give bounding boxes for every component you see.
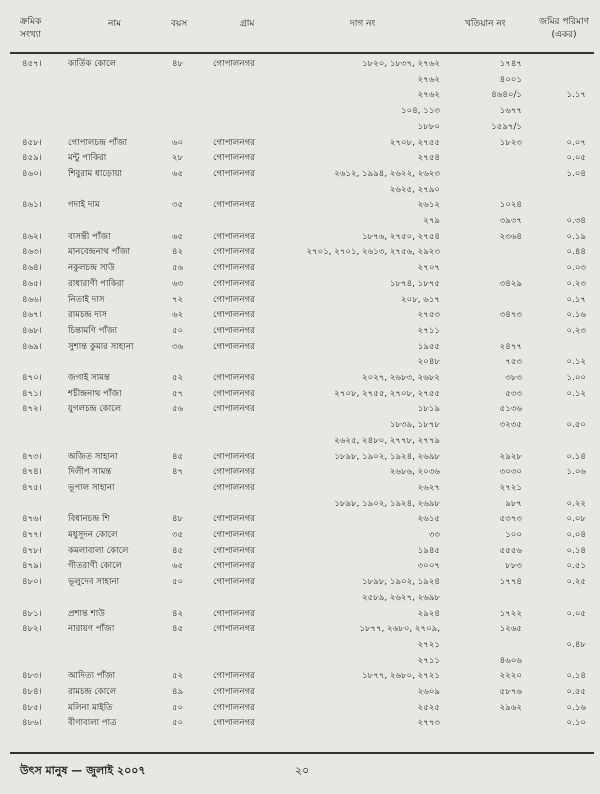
table-row [0, 451, 600, 464]
cell-khatian: ৩০৩০ [499, 467, 522, 478]
cell-age: ৪২ [172, 608, 184, 619]
cell-khatian: ৫৩৭৩ [499, 514, 522, 525]
cell-serial: ৪৬৮। [22, 325, 42, 336]
cell-village: গোপালনগর [213, 561, 255, 572]
cell-name: নকুলচন্দ্র সাউ [68, 263, 115, 274]
cell-khatian: ৩৯৩৭ [499, 216, 522, 226]
table-header [0, 8, 600, 54]
cell-age: ৪৫ [172, 451, 184, 462]
cell-name: শচীন্দ্রনাথ পাঁজা [68, 388, 122, 399]
cell-name: গীতরাণী কোলে [68, 561, 122, 572]
cell-village: গোপালনগর [213, 200, 255, 211]
cell-khatian: ১৫৯৭/১ [491, 121, 522, 132]
cell-plot: ২০২৭, ২৬৮৩, ২৬৮২ [362, 373, 440, 383]
cell-serial: ৪৮১। [22, 608, 42, 619]
cell-name: মন্টু পাকিরা [68, 153, 107, 164]
cell-age: ৫২ [172, 671, 184, 682]
cell-village: গোপালনগর [213, 231, 255, 242]
cell-area: ০.১০ [566, 718, 586, 729]
cell-village: গোপালনগর [213, 137, 255, 148]
cell-age: ৫৬ [172, 263, 184, 274]
cell-name: রামচন্দ্র দাস [68, 310, 107, 321]
cell-plot: ২৭৬২ [417, 74, 440, 85]
cell-area: ০.০৭ [566, 137, 586, 148]
cell-plot: ২৭২১ [417, 639, 440, 650]
table-row [0, 388, 600, 401]
cell-khatian: ১৬৭৭ [499, 106, 522, 117]
cell-plot: ২৭৯ [423, 216, 440, 226]
cell-age: ৪৭ [172, 467, 184, 478]
cell-age: ৫০ [172, 702, 184, 713]
cell-khatian: ৯৮৭ [505, 498, 522, 509]
table-row [0, 262, 600, 275]
cell-village: গোপালনগর [213, 451, 255, 462]
cell-serial: ৪৬১। [22, 200, 42, 211]
cell-plot: ২৯২৪ [417, 608, 440, 619]
cell-name: ভূলুদেব সাহানা [68, 577, 120, 588]
cell-serial: ৪৭৭। [22, 530, 42, 540]
cell-age: ৫৭ [172, 388, 184, 399]
cell-plot: ১৯৪৫ [417, 545, 440, 556]
cell-plot: ১৮৯৮, ১৯০২, ১৯২৪, ২৬৯৮ [334, 498, 440, 509]
cell-village: গোপালনগর [213, 247, 255, 258]
cell-village: গোপালনগর [213, 294, 255, 305]
cell-serial: ৪৭৬। [22, 514, 42, 525]
cell-village: গোপালনগর [213, 404, 255, 415]
cell-khatian: ১৭৪৭ [499, 59, 522, 69]
cell-age: ৬৫ [172, 561, 184, 572]
cell-area: ০.০৩ [566, 263, 586, 274]
cell-age: ৪৮ [172, 514, 184, 525]
table-row [0, 623, 600, 636]
cell-village: গোপালনগর [213, 310, 255, 321]
cell-serial: ৪৫৯। [22, 153, 42, 164]
cell-name: ভূপাল সাহানা [68, 482, 115, 493]
table-row [0, 482, 600, 495]
cell-village: গোপালনগর [213, 388, 255, 399]
cell-khatian: ৫১৩৬ [499, 404, 522, 415]
table-row [0, 560, 600, 573]
cell-village: গোপালনগর [213, 325, 255, 336]
table-row [0, 278, 600, 291]
cell-name: মানবেন্দ্রনাথ পাঁজা [68, 247, 131, 258]
cell-area: ০.১৪ [566, 451, 586, 462]
cell-serial: ৪৭৩। [22, 451, 42, 462]
cell-plot: ২৭৫৪ [417, 153, 440, 164]
cell-age: ৬০ [172, 137, 184, 148]
cell-village: গোপালনগর [213, 671, 255, 682]
table-row [0, 215, 600, 228]
cell-khatian: ৪০০১ [499, 74, 522, 85]
cell-name: বীণাবালা পাত্র [68, 718, 117, 729]
table-row [0, 325, 600, 338]
cell-plot: ২৭১১ [417, 325, 440, 336]
table-row [0, 576, 600, 589]
table-row [0, 184, 600, 197]
cell-khatian: ৪৬০৬ [499, 655, 522, 666]
table-row [0, 513, 600, 526]
cell-khatian: ২৭২১ [499, 482, 522, 493]
cell-name: নিতাই দাস [68, 294, 105, 305]
header-name: নাম [108, 19, 121, 29]
header-divider [10, 52, 594, 54]
cell-plot: ১৮৩৯, ১৮৭৮ [389, 420, 440, 431]
cell-serial: ৪৮৩। [22, 671, 42, 682]
cell-age: ৫৬ [172, 404, 184, 415]
cell-serial: ৪৬৩। [22, 247, 42, 258]
cell-area: ০.২২ [566, 498, 586, 509]
cell-plot: ১৮২০, ১৮৩৭, ২৭৬২ [362, 59, 440, 69]
table-row [0, 231, 600, 244]
cell-plot: ২৬২৭ [417, 482, 440, 493]
cell-khatian: ৪৬৪০/১ [491, 90, 522, 101]
cell-khatian: ২৩৬৪ [499, 231, 522, 242]
cell-name: রামচন্দ্র কোলে [68, 687, 117, 697]
cell-serial: ৪৫৮। [22, 137, 42, 148]
cell-khatian: ৩২৩৫ [499, 420, 522, 431]
cell-plot: ২৭০৮, ২৭৫৫, ২৭০৮, ২৭৫৫ [334, 388, 440, 399]
cell-area: ০.০৫ [566, 153, 586, 164]
cell-area: ০.২৩ [566, 325, 586, 336]
cell-serial: ৪৬৭। [22, 310, 42, 321]
table-row [0, 655, 600, 668]
cell-area: ০.১৪ [566, 545, 586, 556]
cell-village: গোপালনগর [213, 624, 255, 635]
cell-khatian: ১০০ [505, 530, 522, 540]
cell-age: ৫২ [172, 373, 184, 383]
cell-village: গোপালনগর [213, 168, 255, 179]
cell-age: ৬৩ [172, 278, 184, 289]
cell-area: ০.৩৪ [566, 216, 586, 226]
table-row [0, 639, 600, 652]
cell-serial: ৪৭৯। [22, 561, 42, 572]
cell-area: ০.২৩ [566, 278, 586, 289]
cell-age: ৪৫ [172, 545, 184, 556]
cell-name: গদাই দাম [68, 200, 100, 211]
cell-khatian: ৫৮৭৬ [499, 687, 522, 697]
cell-village: গোপালনগর [213, 59, 255, 69]
cell-serial: ৪৮০। [22, 577, 42, 588]
cell-serial: ৪৬৯। [22, 341, 42, 352]
footer-title: উৎস মানুষ — জুলাই ২০০৭ [20, 764, 146, 777]
cell-serial: ৪৭০। [22, 373, 42, 383]
cell-age: ৭২ [172, 294, 184, 305]
cell-khatian: ৩৪২৯ [499, 278, 522, 289]
cell-area: ০.১৭ [566, 294, 586, 305]
cell-area: ০.০৫ [566, 608, 586, 619]
cell-village: গোপালনগর [213, 482, 255, 493]
cell-khatian: ৩৮৩ [505, 373, 522, 383]
cell-age: ৬৫ [172, 231, 184, 242]
cell-khatian: ২৯২৮ [499, 451, 522, 462]
cell-khatian: ১২৬৫ [499, 624, 522, 635]
table-row [0, 717, 600, 730]
cell-khatian: ১৭৭৪ [499, 577, 522, 588]
cell-age: ৪২ [172, 247, 184, 258]
cell-village: গোপালনগর [213, 718, 255, 729]
cell-village: গোপালনগর [213, 341, 255, 352]
cell-area: ০.৪৪ [566, 247, 586, 258]
cell-plot: ২৭৬২ [417, 90, 440, 101]
table-row [0, 199, 600, 212]
cell-name: অজিত সাহানা [68, 451, 118, 462]
table-body [0, 58, 600, 748]
table-row [0, 152, 600, 165]
cell-area: ০.১৬ [566, 702, 586, 713]
cell-village: গোপালনগর [213, 467, 255, 478]
cell-name: কমলাবালা কোলে [68, 545, 129, 556]
cell-name: দিলীপ সামন্ত [68, 467, 112, 478]
table-row [0, 670, 600, 683]
footer-divider [10, 752, 594, 754]
header-age: বয়স [171, 19, 188, 29]
cell-area: ০.১২ [566, 388, 586, 399]
table-row [0, 294, 600, 307]
cell-plot: ২৭০১, ২৭০১, ২৬১৩, ২৭৫৬, ২৯২৩ [306, 247, 440, 258]
cell-plot: ২৬৮৬, ২০৩৬ [389, 467, 440, 478]
cell-village: গোপালনগর [213, 687, 255, 697]
table-row [0, 168, 600, 181]
cell-age: ৬২ [172, 310, 184, 321]
table-row [0, 341, 600, 354]
page-footer [0, 762, 600, 782]
cell-plot: ১৮৭৪, ১৮৭৫ [389, 278, 440, 289]
table-row [0, 58, 600, 71]
table-row [0, 466, 600, 479]
cell-age: ৫০ [172, 718, 184, 729]
cell-plot: ২৫৮৯, ২৬২৭, ২৬৯৮ [362, 592, 440, 603]
table-row [0, 74, 600, 87]
cell-serial: ৪৭১। [22, 388, 42, 399]
cell-plot: ১৮৭৬, ২৭৫০, ২৭৫৪ [362, 231, 440, 242]
cell-area: ০.৪৮ [566, 639, 586, 650]
cell-age: ৬৫ [172, 168, 184, 179]
cell-area: ০.১৪ [566, 671, 586, 682]
cell-name: আদিত্য পাঁজা [68, 671, 116, 682]
cell-plot: ২৭৫৩ [417, 310, 440, 321]
cell-area: ০.৫০ [566, 420, 586, 431]
cell-plot: ১৯৫৫ [417, 341, 440, 352]
cell-age: ৩৫ [172, 200, 184, 211]
cell-name: জগাই সামন্ত [68, 373, 110, 383]
cell-area: ০.০৮ [566, 514, 586, 525]
cell-plot: ২৭১১ [417, 655, 440, 666]
cell-age: ৩৫ [172, 530, 184, 540]
cell-serial: ৪৮৬। [22, 718, 42, 729]
cell-khatian: ২৪৭৭ [499, 341, 522, 352]
table-row [0, 702, 600, 715]
cell-name: চিন্তামণি পাঁজা [68, 325, 118, 336]
cell-khatian: ৭৫৩ [505, 357, 522, 368]
cell-age: ৫০ [172, 325, 184, 336]
cell-plot: ১৮৮০ [417, 121, 440, 132]
cell-village: গোপালনগর [213, 263, 255, 274]
header-plot: দাগ নং [350, 19, 376, 29]
cell-plot: ২০৪৮ [417, 357, 440, 368]
cell-khatian: ৫৩৩ [505, 388, 522, 399]
cell-plot: ১৮৯৮, ১৯০২, ১৯২৪, ২৬৯৮ [334, 451, 440, 462]
cell-village: গোপালনগর [213, 702, 255, 713]
cell-plot: ২৬২৫, ২৪৮০, ২৭৭৮, ২৭৭৯ [334, 435, 440, 446]
cell-village: গোপালনগর [213, 530, 255, 540]
cell-serial: ৪৬০। [22, 168, 42, 179]
cell-khatian: ১৭২২ [499, 608, 522, 619]
cell-village: গোপালনগর [213, 545, 255, 556]
cell-name: গোপালচন্দ্র পাঁজা [68, 137, 128, 148]
cell-serial: ৪৬২। [22, 231, 42, 242]
cell-khatian: ২২২০ [499, 671, 522, 682]
cell-plot: ২৬২৫, ২৭৯০ [389, 184, 440, 195]
cell-village: গোপালনগর [213, 608, 255, 619]
cell-khatian: ৩৪৭৩ [499, 310, 522, 321]
cell-plot: ২৭৭৩ [417, 718, 440, 729]
cell-age: ৪৫ [172, 624, 184, 635]
cell-area: ০.৫১ [566, 561, 586, 572]
cell-serial: ৪৭২। [22, 404, 42, 415]
cell-plot: ৩৩ [428, 530, 440, 540]
cell-village: গোপালনগর [213, 514, 255, 525]
cell-plot: ৩০০৭ [417, 561, 440, 572]
cell-serial: ৪৮৫। [22, 702, 42, 713]
cell-khatian: ১৮২৩ [499, 137, 522, 148]
table-row [0, 356, 600, 369]
cell-plot: ২৬১২ [417, 200, 440, 211]
cell-plot: ১৮৭৭, ২৬৮০, ২৭২১ [362, 671, 440, 682]
header-village: গ্রাম [240, 19, 255, 29]
cell-area: ০.৫৫ [566, 687, 586, 697]
cell-name: বাসন্তী পাঁজা [68, 231, 111, 242]
cell-area: ১.১৭ [566, 90, 586, 101]
table-row [0, 545, 600, 558]
table-row [0, 372, 600, 385]
table-row [0, 105, 600, 118]
cell-name: বিধানচন্দ্র শি [68, 514, 110, 525]
cell-khatian: ৫৫৫৬ [499, 545, 522, 556]
cell-serial: ৪৬৫। [22, 278, 42, 289]
cell-name: মধুসূদন কোলে [68, 530, 118, 540]
cell-plot: ২৫২৫ [417, 702, 440, 713]
cell-age: ৫০ [172, 577, 184, 588]
table-row [0, 608, 600, 621]
table-row [0, 686, 600, 699]
table-row [0, 529, 600, 542]
cell-name: সুশান্ত কুমার সাহানা [68, 341, 134, 352]
cell-plot: ১৮৯৮, ১৯০২, ১৯২৪ [362, 577, 440, 588]
cell-village: গোপালনগর [213, 373, 255, 383]
cell-plot: ১৮৭৭, ২৬৮০, ২৭০৯, [359, 624, 440, 635]
cell-serial: ৪৫৭। [22, 59, 42, 69]
cell-village: গোপালনগর [213, 153, 255, 164]
cell-khatian: ১০২৪ [499, 200, 522, 211]
cell-area: ১.০০ [566, 373, 586, 383]
cell-plot: ১০৪, ১১৩ [401, 106, 440, 117]
table-row [0, 121, 600, 134]
cell-name: কার্তিক কোলে [68, 59, 117, 69]
cell-plot: ১৮১৯ [417, 404, 440, 415]
table-row [0, 435, 600, 448]
cell-khatian: ২৯৬২ [499, 702, 522, 713]
cell-area: ১.০৬ [566, 467, 586, 478]
cell-area: ০.২৫ [566, 577, 586, 588]
cell-serial: ৪৬৪। [22, 263, 42, 274]
cell-name: প্রশান্ত শাউ [68, 608, 105, 619]
table-row [0, 592, 600, 605]
table-row [0, 246, 600, 259]
table-row [0, 419, 600, 432]
table-row [0, 498, 600, 511]
cell-name: নারায়ণ পাঁজা [68, 624, 115, 635]
cell-plot: ২৬০৯ [417, 687, 440, 697]
cell-area: ১.০৪ [566, 168, 586, 179]
cell-name: শিবুরাম ধাড়োয়া [68, 168, 122, 179]
cell-area: ০.০৪ [566, 530, 586, 540]
table-row [0, 137, 600, 150]
header-khatian: খতিয়ান নং [465, 19, 506, 29]
cell-serial: ৪৭৪। [22, 467, 42, 478]
cell-age: ৩৬ [172, 341, 184, 352]
cell-serial: ৪৮৪। [22, 687, 42, 697]
cell-name: যুগলচন্দ্র কোলে [68, 404, 122, 415]
cell-plot: ২৬১৫ [417, 514, 440, 525]
cell-village: গোপালনগর [213, 278, 255, 289]
cell-age: ২৮ [172, 153, 184, 164]
cell-plot: ২৬১২, ১৯৯৪, ২৬২২, ২৬২৩ [334, 168, 440, 179]
cell-serial: ৪৮২। [22, 624, 42, 635]
cell-serial: ৪৭৫। [22, 482, 42, 493]
table-row [0, 403, 600, 416]
cell-name: রাধারাণী পাকিরা [68, 278, 125, 289]
table-row [0, 309, 600, 322]
cell-serial: ৪৭৮। [22, 545, 42, 556]
cell-plot: ২৭০৭ [417, 263, 440, 274]
cell-age: ৪৯ [172, 687, 184, 697]
cell-serial: ৪৬৬। [22, 294, 42, 305]
header-area: জমির পরিমাণ (একর) [538, 17, 590, 40]
cell-plot: ২০৮, ৬১৭ [401, 294, 440, 305]
cell-plot: ২৭০৮, ২৭৫৫ [389, 137, 440, 148]
cell-name: মলিনা মাইতি [68, 702, 113, 713]
header-serial: ক্রমিক সংখ্যা [20, 17, 42, 40]
cell-area: ০.১৯ [566, 231, 586, 242]
cell-area: ০.১২ [566, 357, 586, 368]
cell-khatian: ৮৮৩ [505, 561, 522, 572]
cell-village: গোপালনগর [213, 577, 255, 588]
page-number: ২০ [295, 764, 310, 777]
cell-area: ০.১৬ [566, 310, 586, 321]
cell-age: ৪৮ [172, 59, 184, 69]
table-row [0, 89, 600, 102]
